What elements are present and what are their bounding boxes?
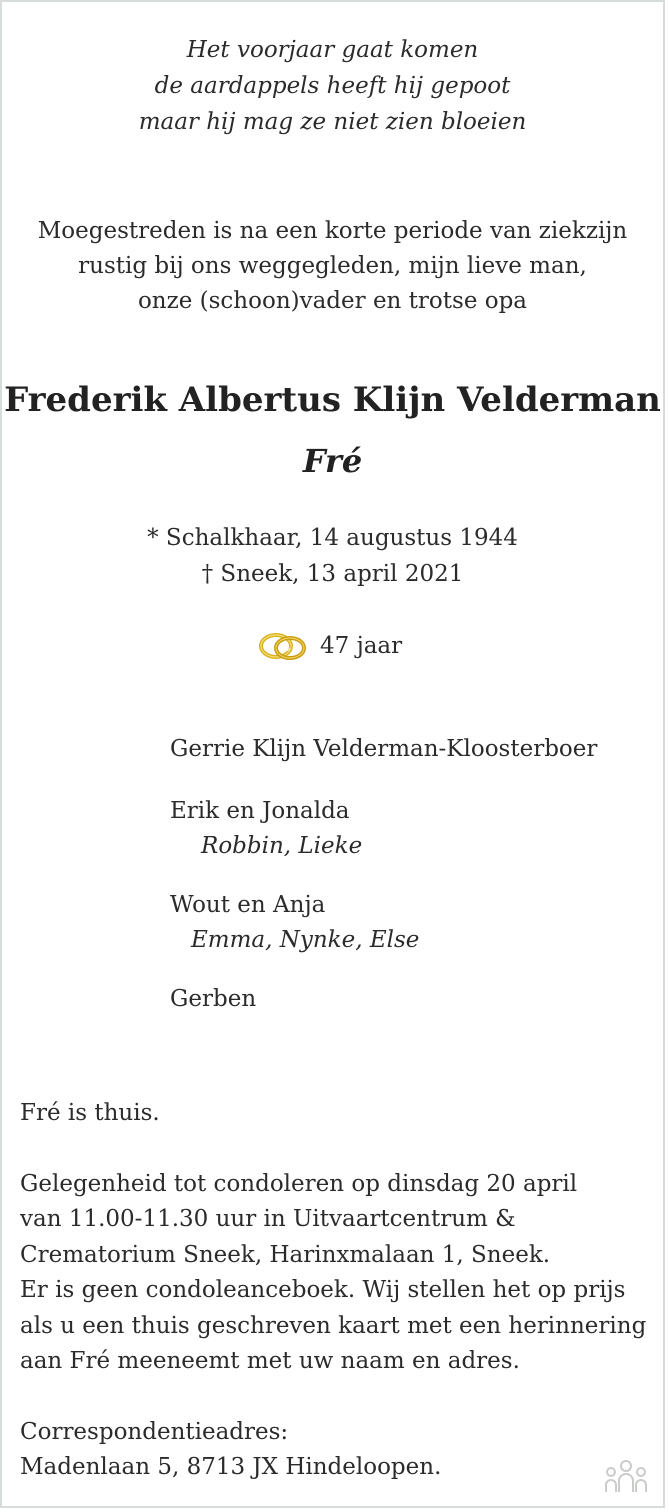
family-couple: Erik en Jonalda — [170, 798, 350, 824]
address-label: Correspondentieadres: — [20, 1418, 289, 1445]
home-notice: Fré is thuis. — [20, 1100, 160, 1126]
marriage-years: 47 jaar — [320, 633, 403, 659]
condolence-line: aan Fré meeneemt met uw naam en adres. — [20, 1348, 520, 1374]
family-grandchildren: Emma, Nynke, Else — [191, 927, 420, 953]
life-dates — [2, 520, 663, 592]
footer-text — [20, 1096, 646, 1486]
condolence-line: Gelegenheid tot condoleren op dinsdag 20 april — [20, 1170, 578, 1197]
wedding-rings-icon — [254, 629, 314, 663]
intro-line: rustig bij ons weggegleden, mijn lieve man, — [78, 253, 587, 279]
intro-line: Moegestreden is na een korte periode van ziekzijn — [37, 218, 628, 244]
family-couple: Wout en Anja — [170, 892, 326, 918]
people-group-icon — [603, 1458, 649, 1496]
spouse-name: Gerrie Klijn Velderman-Kloosterboer — [170, 736, 598, 762]
condolence-line: Crematorium Sneek, Harinxmalaan 1, Sneek. — [20, 1241, 551, 1268]
deceased-full-name: Frederik Albertus Klijn Velderman — [4, 380, 661, 420]
poem-line: Het voorjaar gaat komen — [186, 37, 479, 63]
marriage-duration — [254, 629, 402, 663]
family-member: Gerben — [170, 986, 257, 1012]
deceased-nickname: Fré — [302, 442, 363, 480]
intro-text — [2, 214, 663, 319]
intro-line: onze (schoon)vader en trotse opa — [137, 288, 528, 314]
family-grandchildren: Robbin, Lieke — [201, 833, 363, 859]
poem — [2, 32, 663, 140]
condolence-line: Er is geen condoleanceboek. Wij stellen het op prijs — [20, 1277, 626, 1303]
poem-line: de aardappels heeft hij gepoot — [154, 73, 511, 99]
birth-date: * Schalkhaar, 14 augustus 1944 — [147, 525, 518, 551]
poem-line: maar hij mag ze niet zien bloeien — [138, 109, 527, 135]
death-date: † Sneek, 13 april 2021 — [201, 561, 464, 587]
correspondence-address: Madenlaan 5, 8713 JX Hindeloopen. — [20, 1454, 442, 1480]
condolence-line: van 11.00-11.30 uur in Uitvaartcentrum & — [20, 1206, 516, 1232]
condolence-line: als u een thuis geschreven kaart met een herinnering — [20, 1312, 647, 1339]
